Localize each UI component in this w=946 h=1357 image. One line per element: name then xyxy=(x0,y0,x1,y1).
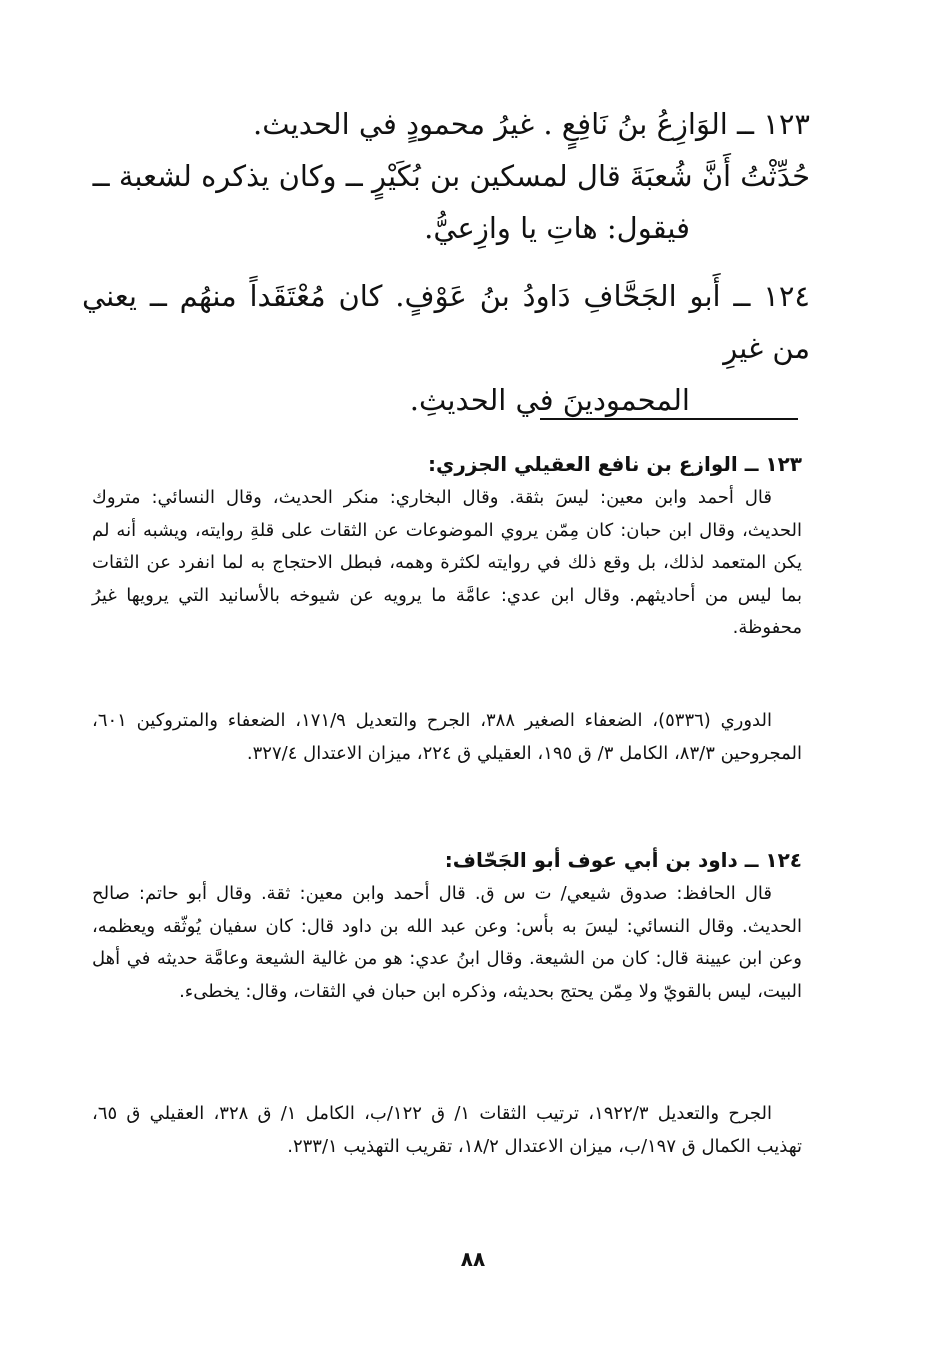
note-123-body-block xyxy=(92,482,802,645)
note-124-refs-block xyxy=(92,1098,802,1163)
note-124-references: الجرح والتعديل ١٩٢٢/٣، ترتيب الثقات ١/ ق ١٢٢/ب، الكامل ١/ ق ٣٢٨، العقيلي ق ٦٥، تهذيب الكمال ق ١٩٧/ب، ميزان الاعتدال ١٨/٢، تقريب التهذيب ٢٣٣/١. xyxy=(92,1103,802,1157)
entry-123-line-3: فيقول: هاتِ يا وازِعيُّ. xyxy=(424,211,690,245)
footnote-separator xyxy=(540,418,798,420)
note-123-refs-block xyxy=(92,705,802,770)
page-number: ٨٨ xyxy=(460,1247,486,1271)
entry-124-line-2: المحمودينَ في الحديثِ. xyxy=(409,383,690,417)
entry-124 xyxy=(82,270,810,426)
entry-123-line-1: ١٢٣ ــ الوَازِعُ بنُ نَافِعٍ . غيرُ محمودٍ في الحديث. xyxy=(253,107,810,141)
note-123-body: قال أحمد وابن معين: ليسَ بثقة. وقال البخاري: منكر الحديث، وقال النسائي: متروك الحديث، وقال ابن حبان: كان مِمّن يروي الموضوعات عن الثقات على قلةِ روايته، ويشبه أنه لم يكن المتعمد لذلك، بل وقع ذلك في روايته لكثرة وهمه، فبطل الاحتجاج به لما انفرد عن الثقات بما ليس من أحاديثهم. وقال ابن عدي: عامَّة ما يرويه عن شيوخه بالأسانيد التي يرويها غيرُ محفوظة. xyxy=(92,487,802,638)
note-123-references: الدوري (٥٣٣٦)، الضعفاء الصغير ٣٨٨، الجرح والتعديل ١٧١/٩، الضعفاء والمتروكين ٦٠١، المجروحين ٨٣/٣، الكامل ٣/ ق ١٩٥، العقيلي ق ٢٢٤، ميزان الاعتدال ٣٢٧/٤. xyxy=(92,710,802,764)
note-124 xyxy=(92,840,802,880)
note-123 xyxy=(92,444,802,484)
entry-123 xyxy=(82,98,810,254)
note-124-heading: ١٢٤ ــ داود بن أبي عوف أبو الجَحّاف: xyxy=(444,848,802,872)
note-124-body-block xyxy=(92,878,802,1008)
entry-123-line-2: حُدِّثْتُ أَنَّ شُعبَةَ قال لمسكين بن بُكَيْرٍ ــ وكان يذكره لشعبة ــ xyxy=(92,159,810,193)
entry-124-line-1: ١٢٤ ــ أَبو الجَحَّافِ دَاودُ بنُ عَوْفٍ. كان مُعْتَقَداً منهُم ــ يعني من غيرِ xyxy=(82,279,810,365)
note-123-heading: ١٢٣ ــ الوازع بن نافع العقيلي الجزري: xyxy=(428,452,802,476)
note-124-body: قال الحافظ: صدوق شيعي/ ت س ق. قال أحمد وابن معين: ثقة. وقال أبو حاتم: صالح الحديث. وقال النسائي: ليسَ به بأس: وعن عبد الله بن داود قال: كان سفيان يُوثّقه ويعظمه، وعن ابن عيينة قال: كان من الشيعة. وقال ابنُ عدي: هو من غالية الشيعة وعامَّة حديثه في أهل البيت، ليس بالقويّ ولا مِمّن يحتج بحديثه، وذكره ابن حبان في الثقات، وقال: يخطىء. xyxy=(92,883,802,1002)
